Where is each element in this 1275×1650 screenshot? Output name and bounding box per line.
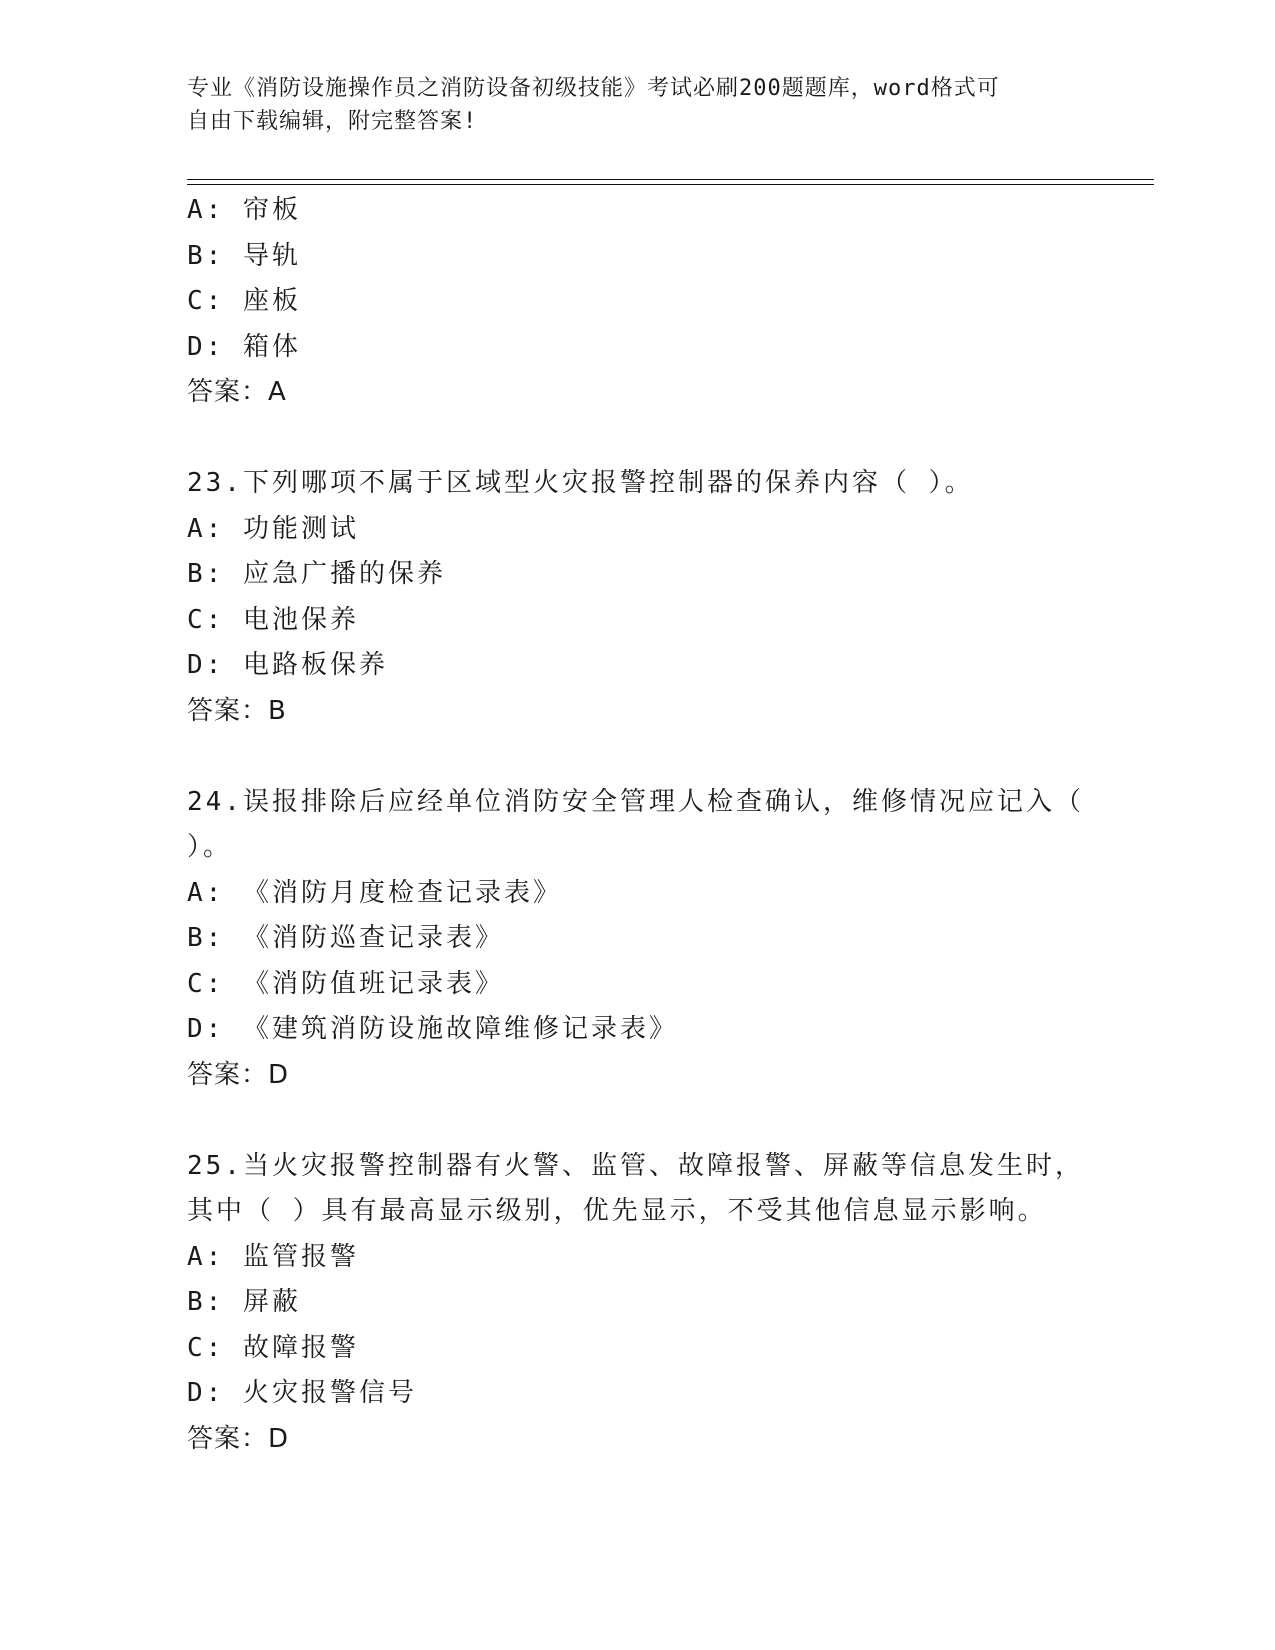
- option-b: B: 《消防巡查记录表》: [187, 923, 504, 953]
- option-d: D: 电路板保养: [187, 650, 388, 680]
- header-title-line-1: 专业《消防设施操作员之消防设备初级技能》考试必刷200题题库，word格式可: [187, 76, 1000, 101]
- option-b: B: 应急广播的保养: [187, 559, 446, 589]
- answer: 答案：B: [187, 695, 287, 726]
- question-text-line-2: 其中（ ）具有最高显示级别，优先显示，不受其他信息显示影响。: [187, 1196, 1047, 1226]
- option-a: A: 《消防月度检查记录表》: [187, 877, 562, 908]
- answer: 答案：A: [187, 377, 287, 407]
- option-d: D: 火灾报警信号: [187, 1378, 417, 1408]
- option-c: C: 《消防值班记录表》: [187, 968, 504, 999]
- question-25: [187, 1144, 1087, 1463]
- spacer: [187, 1098, 1087, 1144]
- answer: 答案：D: [187, 1423, 290, 1454]
- document-header: [187, 72, 1087, 138]
- answer: 答案：D: [187, 1059, 290, 1090]
- option-c: C: 故障报警: [187, 1332, 359, 1363]
- option-a: A: 帘板: [187, 195, 301, 225]
- question-text-line-2: ）。: [187, 832, 233, 862]
- question-list: [187, 188, 1087, 1462]
- question-text: 23.下列哪项不属于区域型火灾报警控制器的保养内容（ ）。: [187, 468, 974, 498]
- question-text-line-1: 24.误报排除后应经单位消防安全管理人检查确认，维修情况应记入（: [187, 786, 1084, 817]
- header-title-line-2: 自由下载编辑，附完整答案!: [187, 109, 478, 134]
- spacer: [187, 416, 1087, 462]
- spacer: [187, 734, 1087, 780]
- option-c: C: 电池保养: [187, 604, 359, 635]
- question-24: [187, 780, 1087, 1099]
- option-c: C: 座板: [187, 286, 301, 316]
- option-a: A: 监管报警: [187, 1241, 359, 1272]
- header-divider: [187, 179, 1154, 185]
- option-d: D: 箱体: [187, 331, 301, 362]
- question-23: [187, 461, 1087, 734]
- question-22: [187, 188, 1087, 416]
- option-b: B: 屏蔽: [187, 1287, 301, 1317]
- option-b: B: 导轨: [187, 240, 301, 271]
- option-a: A: 功能测试: [187, 513, 359, 544]
- question-text-line-1: 25.当火灾报警控制器有火警、监管、故障报警、屏蔽等信息发生时，: [187, 1150, 1084, 1181]
- option-d: D: 《建筑消防设施故障维修记录表》: [187, 1014, 678, 1044]
